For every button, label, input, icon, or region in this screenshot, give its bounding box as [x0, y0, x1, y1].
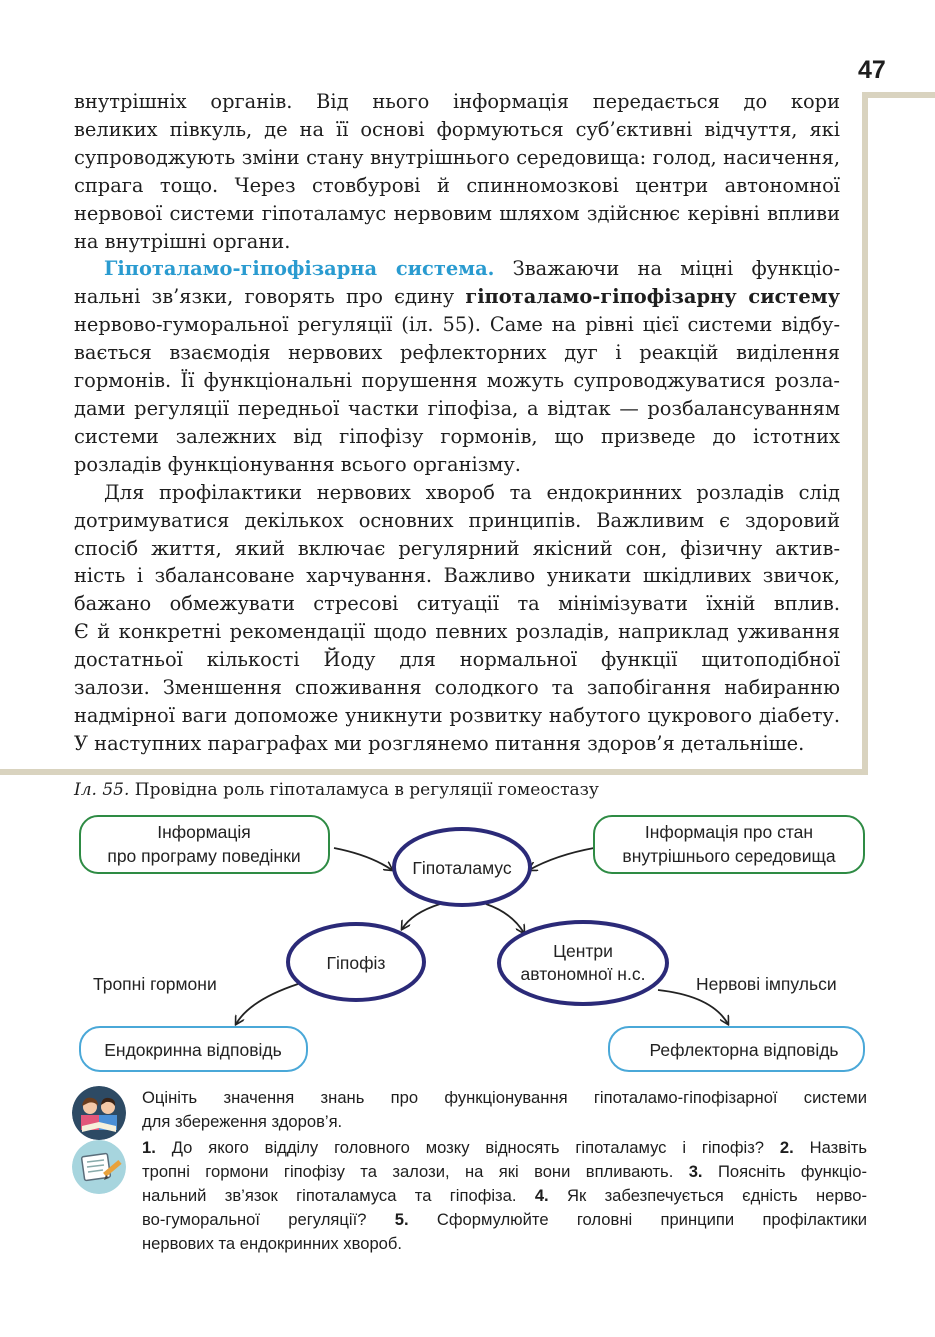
key-term: гіпоталамо-гіпофізарну систему — [465, 285, 840, 309]
notebook-pencil-icon — [72, 1140, 126, 1194]
text-line: системи залежних від гіпофізу гормонів, що призведе до істотних — [74, 424, 840, 448]
text-line: достатньої кількості Йоду для нормальної функції щитоподібної — [74, 648, 840, 672]
internal-info-line1: Інформація про стан — [644, 822, 814, 842]
text-line: У наступних параграфах ми розглянемо питання здоров’я детальніше. — [74, 731, 805, 755]
section-heading: Гіпоталамо-гіпофізарна система. — [104, 257, 495, 281]
students-reading-icon — [72, 1086, 126, 1140]
text-line: во-гуморальної регуляції? 5. Сформулюйте головні принципи профілактики — [142, 1210, 867, 1229]
text-line: бажано обмежувати стресові ситуації та мінімізувати їхній вплив. — [74, 592, 840, 616]
hypothalamus-label: Гіпоталамус — [412, 858, 512, 878]
arrow-autonomic-to-reflex — [658, 990, 728, 1024]
text-line: нальний зв’язок гіпоталамуса та гіпофіза. 4. Як забезпечується єдність нерво- — [142, 1186, 867, 1205]
arrow-hypothalamus-to-autonomic — [486, 904, 524, 933]
figure-label: Іл. 55. — [74, 780, 130, 800]
text-line: ність і збалансоване харчування. Важливо уникати шкідливих звичок, — [74, 564, 840, 588]
autonomic-label-line1: Центри — [553, 941, 613, 961]
section-first-line: Гіпоталамо-гіпофізарна система. Зважаючи на міцні функціо- — [104, 257, 840, 281]
autonomic-centers-node — [499, 922, 667, 1004]
arrow-behavior-to-hypothalamus — [334, 848, 392, 870]
text-line: для збереження здоров’я. — [142, 1112, 343, 1131]
tropic-hormones-label: Тропні гормони — [93, 974, 217, 994]
frame-top-border — [862, 92, 935, 98]
text-line: тропні гормони гіпофізу та залози, на які вони впливають. 3. Поясніть функціо- — [142, 1162, 867, 1181]
text-line: великих півкуль, де на її основі формуються суб’єктивні відчуття, які — [74, 117, 840, 141]
frame-bottom-border — [0, 769, 868, 775]
behavior-info-line1: Інформація — [157, 822, 251, 842]
questions-task — [142, 1136, 867, 1256]
text-line: супроводжують зміни стану внутрішнього середовища: голод, насичення, — [74, 145, 840, 169]
text-line: дами регуляції передньої частки гіпофіза, а відтак — розбалансуванням — [74, 396, 840, 420]
text-line: Оцініть значення знань про функціонування гіпоталамо-гіпофізарної системи — [142, 1088, 867, 1107]
figure-caption: Іл. 55. Провідна роль гіпоталамуса в регуляції гомеостазу — [74, 780, 599, 800]
text-line: 1. До якого відділу головного мозку відносять гіпоталамус і гіпофіз? 2. Назвіть — [142, 1138, 867, 1157]
text-line: внутрішніх органів. Від нього інформація передається до кори — [74, 90, 840, 113]
text-line: дотримуватися декількох основних принципів. Важливим є здоровий — [74, 508, 840, 532]
text-line: нальні зв’язки, говорять про єдину гіпоталамо-гіпофізарну систему — [74, 285, 840, 309]
text-line: нервово-гуморальної регуляції (іл. 55). Саме на рівні цієї системи відбу- — [74, 313, 840, 337]
text-line: гормонів. Її функціональні порушення можуть супроводжуватися розла- — [74, 369, 840, 393]
text-line: спосіб життя, який включає регулярний якісний сон, фізичну актив- — [74, 536, 840, 560]
frame-right-border — [862, 92, 868, 775]
text-line: спрага тощо. Через стовбурові й спинномозкові центри автономної — [74, 173, 840, 197]
text-line: Для профілактики нервових хвороб та ендокринних розладів слід — [104, 480, 840, 504]
nerve-impulses-label: Нервові імпульси — [696, 974, 837, 994]
page-number: 47 — [858, 56, 886, 84]
text-line: розладів функціонування всього організму. — [74, 452, 521, 476]
text-line: нервової системи гіпоталамус нервовим шляхом здійснює керівні впливи — [74, 201, 840, 225]
behavior-info-line2: про програму поведінки — [107, 846, 301, 866]
main-text — [74, 88, 840, 758]
evaluate-task — [142, 1086, 867, 1134]
arrow-pituitary-to-endocrine — [236, 984, 298, 1024]
endocrine-response-label: Ендокринна відповідь — [104, 1040, 282, 1060]
pituitary-label: Гіпофіз — [326, 953, 386, 973]
autonomic-label-line2: автономної н.с. — [520, 964, 646, 984]
arrow-hypothalamus-to-pituitary — [402, 904, 440, 929]
internal-info-line2: внутрішнього середовища — [622, 846, 836, 866]
text-line: на внутрішні органи. — [74, 229, 291, 253]
text-line: надмірної ваги допоможе уникнути розвитку набутого цукрового діабету. — [74, 703, 840, 727]
hypothalamus-regulation-diagram — [0, 800, 935, 1090]
text-line: вається взаємодія нервових рефлекторних дуг і реакцій виділення — [74, 341, 840, 365]
arrow-internal-to-hypothalamus — [529, 848, 594, 870]
reflex-response-label: Рефлекторна відповідь — [649, 1040, 839, 1060]
text-line: залози. Зменшення споживання солодкого та запобігання набиранню — [74, 676, 840, 700]
text-line: Є й конкретні рекомендації щодо певних розладів, наприклад уживання — [74, 620, 840, 644]
text-line: нервових та ендокринних хвороб. — [142, 1234, 403, 1253]
